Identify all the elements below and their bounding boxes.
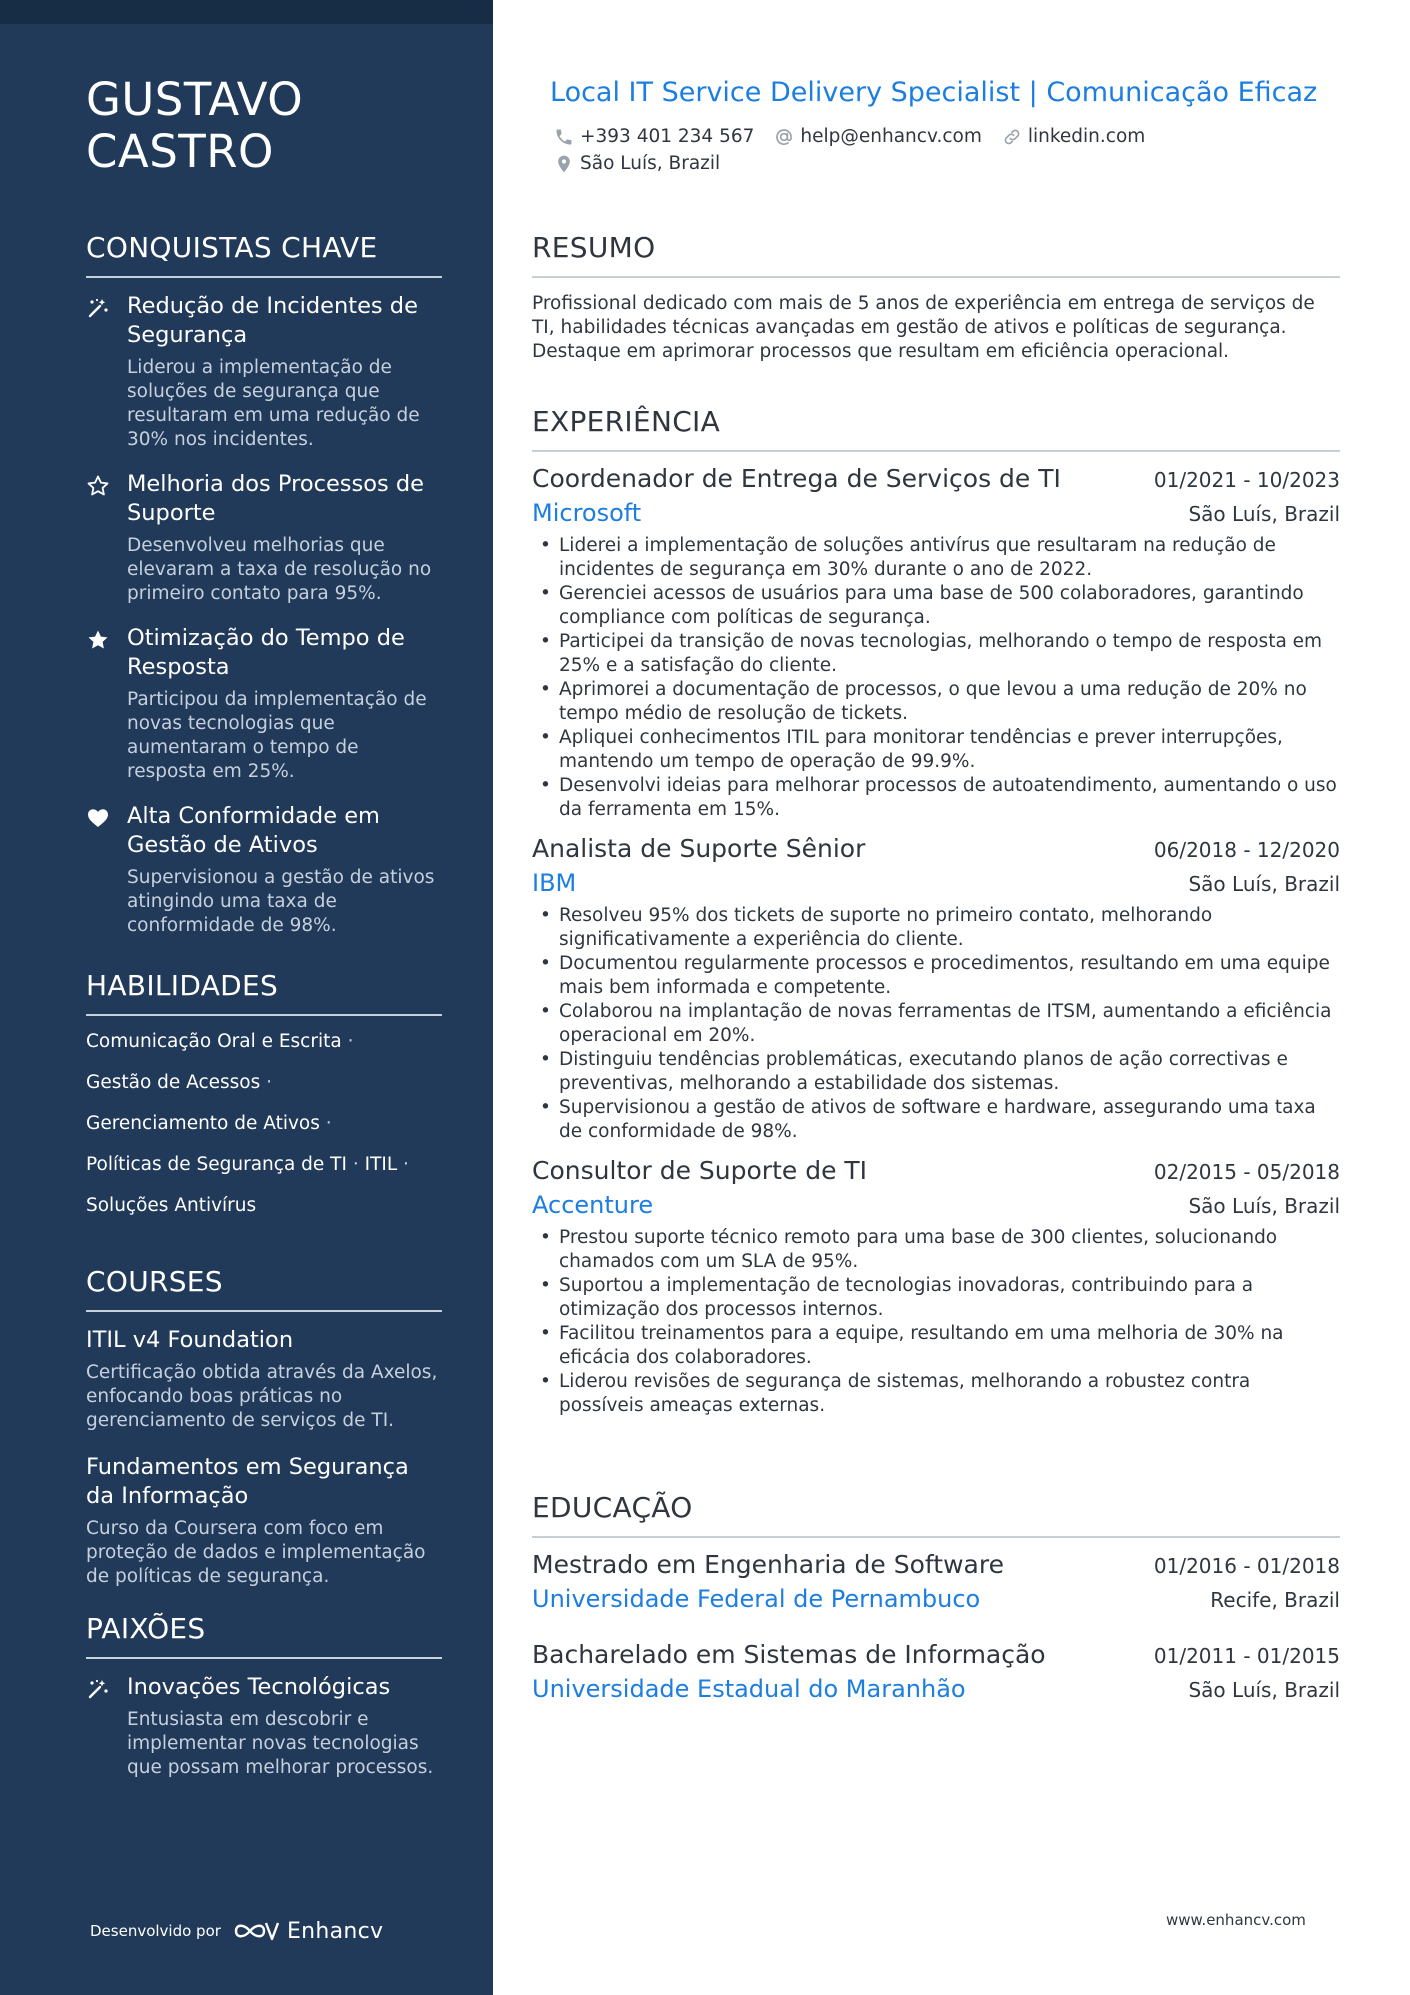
education-entry <box>532 1548 1340 1616</box>
star-outline-icon <box>86 474 110 498</box>
company-name: Accenture <box>532 1191 654 1219</box>
job-location: São Luís, Brazil <box>1188 502 1340 526</box>
job-bullets <box>532 534 1340 822</box>
education-location: São Luís, Brazil <box>1188 1678 1340 1702</box>
education-dates: 01/2011 - 01/2015 <box>1153 1644 1340 1668</box>
job-header-row <box>532 1154 1340 1188</box>
magic-wand-icon <box>86 1677 110 1701</box>
contact-phone <box>554 126 754 147</box>
achievement-item <box>86 802 442 938</box>
job-title: Consultor de Suporte de TI <box>532 1156 868 1185</box>
linkedin-text: linkedin.com <box>1027 126 1146 147</box>
skill-line <box>86 1071 442 1095</box>
education-location: Recife, Brazil <box>1210 1588 1340 1612</box>
phone-text: +393 401 234 567 <box>580 126 755 147</box>
link-icon <box>1002 127 1022 147</box>
job-company-row <box>532 866 1340 900</box>
skill-separator: · <box>266 1072 273 1093</box>
job-dates: 01/2021 - 10/2023 <box>1153 468 1340 492</box>
bullet-item: • Documentou regularmente processos e procedimentos, resultando em uma equipe mais bem informada e competente. <box>532 952 1340 1000</box>
job-location: São Luís, Brazil <box>1188 1194 1340 1218</box>
courses-title: COURSES <box>86 1264 442 1312</box>
achievement-description: Participou da implementação de novas tecnologias que aumentaram o tempo de resposta em 25%. <box>127 689 427 782</box>
skill-separator: · <box>347 1031 354 1052</box>
achievement-item <box>86 292 442 452</box>
education-dates: 01/2016 - 01/2018 <box>1153 1554 1340 1578</box>
job-company-row <box>532 496 1340 530</box>
achievements-title: CONQUISTAS CHAVE <box>86 230 442 278</box>
education-header-row <box>532 1548 1340 1582</box>
job-location: São Luís, Brazil <box>1188 872 1340 896</box>
skills-title: HABILIDADES <box>86 968 442 1016</box>
enhancv-logo-icon <box>233 1918 279 1944</box>
sidebar-top-bar <box>0 0 493 24</box>
contact-row-2 <box>554 153 740 174</box>
location-pin-icon <box>554 154 574 174</box>
degree-title: Mestrado em Engenharia de Software <box>532 1550 1004 1579</box>
company-name: Microsoft <box>532 499 642 527</box>
education-entry <box>532 1638 1340 1706</box>
location-text: São Luís, Brazil <box>580 153 721 174</box>
achievement-description: Liderou a implementação de soluções de segurança que resultaram em uma redução de 30% nos incidentes. <box>127 357 420 450</box>
course-title: ITIL v4 Foundation <box>86 1327 294 1353</box>
course-description: Certificação obtida através da Axelos, enfocando boas práticas no gerenciamento de serviços de TI. <box>86 1362 438 1431</box>
contact-email[interactable] <box>774 126 981 147</box>
bullet-item: • Participei da transição de novas tecnologias, melhorando o tempo de resposta em 25% e a satisfação do cliente. <box>532 630 1340 678</box>
course-item <box>86 1326 442 1433</box>
heart-icon <box>86 806 110 830</box>
contact-linkedin[interactable] <box>1002 126 1145 147</box>
job-header-row <box>532 462 1340 496</box>
passions-title: PAIXÕES <box>86 1611 442 1659</box>
bullet-item: • Resolveu 95% dos tickets de suporte no primeiro contato, melhorando significativamente a experiência do cliente. <box>532 904 1340 952</box>
education-school-row <box>532 1582 1340 1616</box>
summary-section <box>532 230 1340 364</box>
skill-line <box>86 1194 442 1218</box>
achievement-title: Redução de Incidentes de Segurança <box>127 293 418 348</box>
experience-section <box>532 404 1340 1418</box>
school-name: Universidade Federal de Pernambuco <box>532 1585 981 1613</box>
skill-item: Soluções Antivírus <box>86 1195 257 1216</box>
skill-item: Políticas de Segurança de TI <box>86 1154 347 1175</box>
bullet-item: • Liderou revisões de segurança de sistemas, melhorando a robustez contra possíveis ameaças externas. <box>532 1370 1340 1418</box>
job-entry <box>532 462 1340 822</box>
star-filled-icon <box>86 628 110 652</box>
achievement-title: Otimização do Tempo de Resposta <box>127 625 405 680</box>
headline: Local IT Service Delivery Specialist | Comunicação Eficaz <box>550 77 1318 108</box>
contact-row-1 <box>554 126 1165 147</box>
passion-description: Entusiasta em descobrir e implementar novas tecnologias que possam melhorar processos. <box>127 1709 434 1778</box>
bullet-item: • Desenvolvi ideias para melhorar processos de autoatendimento, aumentando o uso da ferramenta em 15%. <box>532 774 1340 822</box>
skill-item: Comunicação Oral e Escrita <box>86 1031 342 1052</box>
sidebar-content <box>86 74 442 1798</box>
education-title: EDUCAÇÃO <box>532 1490 1340 1538</box>
skills-section <box>86 968 442 1218</box>
course-item <box>86 1453 442 1589</box>
footer-website[interactable]: www.enhancv.com <box>1166 1911 1306 1929</box>
passion-title: Inovações Tecnológicas <box>127 1674 391 1700</box>
job-bullets <box>532 904 1340 1144</box>
footer-by-label: Desenvolvido por <box>90 1922 221 1940</box>
achievement-title: Melhoria dos Processos de Suporte <box>127 471 425 526</box>
bullet-item: • Gerenciei acessos de usuários para uma base de 500 colaboradores, garantindo compliance com políticas de segurança. <box>532 582 1340 630</box>
at-sign-icon <box>774 127 794 147</box>
passions-section <box>86 1611 442 1780</box>
skill-item: ITIL <box>364 1154 398 1175</box>
email-text: help@enhancv.com <box>800 126 982 147</box>
magic-wand-icon <box>86 296 110 320</box>
bullet-item: • Supervisionou a gestão de ativos de software e hardware, assegurando uma taxa de conformidade de 98%. <box>532 1096 1340 1144</box>
name-line-1: GUSTAVO <box>86 73 304 126</box>
achievement-description: Desenvolveu melhorias que elevaram a taxa de resolução no primeiro contato para 95%. <box>127 535 432 604</box>
summary-text: Profissional dedicado com mais de 5 anos de experiência em entrega de serviços de TI, habilidades técnicas avançadas em gestão de ativos e políticas de segurança. Destaque em aprimorar processos que resultam em eficiência operacional. <box>532 293 1315 362</box>
bullet-item: • Apliquei conhecimentos ITIL para monitorar tendências e prever interrupções, mantendo um tempo de operação de 99.9%. <box>532 726 1340 774</box>
education-header-row <box>532 1638 1340 1672</box>
summary-title: RESUMO <box>532 230 1340 278</box>
bullet-item: • Aprimorei a documentação de processos, o que levou a uma redução de 20% no tempo médio de resolução de tickets. <box>532 678 1340 726</box>
bullet-item: • Suportou a implementação de tecnologias inovadoras, contribuindo para a otimização dos processos internos. <box>532 1274 1340 1322</box>
achievements-section <box>86 230 442 938</box>
bullet-item: • Prestou suporte técnico remoto para uma base de 300 clientes, solucionando chamados com um SLA de 95%. <box>532 1226 1340 1274</box>
phone-icon <box>554 127 574 147</box>
experience-title: EXPERIÊNCIA <box>532 404 1340 452</box>
job-dates: 06/2018 - 12/2020 <box>1153 838 1340 862</box>
skill-separator: · <box>325 1113 332 1134</box>
job-entry <box>532 832 1340 1144</box>
achievement-item <box>86 624 442 784</box>
footer-brand: Enhancv <box>286 1918 384 1944</box>
skill-line <box>86 1030 442 1054</box>
school-name: Universidade Estadual do Maranhão <box>532 1675 966 1703</box>
contact-location <box>554 153 720 174</box>
name-line-2: CASTRO <box>86 125 274 178</box>
bullet-item: • Liderei a implementação de soluções antivírus que resultaram na redução de incidentes de segurança em 30% durante o ano de 2022. <box>532 534 1340 582</box>
course-title: Fundamentos em Segurança da Informação <box>86 1454 409 1509</box>
skill-separator: · <box>403 1154 409 1175</box>
candidate-name <box>86 74 442 178</box>
footer-credit <box>90 1918 383 1944</box>
bullet-item: • Colaborou na implantação de novas ferramentas de ITSM, aumentando a eficiência operacional em 20%. <box>532 1000 1340 1048</box>
job-title: Analista de Suporte Sênior <box>532 834 866 863</box>
job-header-row <box>532 832 1340 866</box>
job-dates: 02/2015 - 05/2018 <box>1153 1160 1340 1184</box>
bullet-item: • Distinguiu tendências problemáticas, executando planos de ação correctivas e preventivas, melhorando a estabilidade dos sistemas. <box>532 1048 1340 1096</box>
skill-separator: · <box>352 1154 359 1175</box>
education-school-row <box>532 1672 1340 1706</box>
company-name: IBM <box>532 869 577 897</box>
course-description: Curso da Coursera com foco em proteção de dados e implementação de políticas de segurança. <box>86 1518 426 1587</box>
degree-title: Bacharelado em Sistemas de Informação <box>532 1640 1046 1669</box>
achievement-description: Supervisionou a gestão de ativos atingindo uma taxa de conformidade de 98%. <box>127 867 435 936</box>
skill-line <box>86 1153 442 1177</box>
sidebar <box>0 0 493 1995</box>
skill-line <box>86 1112 442 1136</box>
bullet-item: • Facilitou treinamentos para a equipe, resultando em uma melhoria de 30% na eficácia dos colaboradores. <box>532 1322 1340 1370</box>
achievement-item <box>86 470 442 606</box>
education-section <box>532 1490 1340 1706</box>
job-bullets <box>532 1226 1340 1418</box>
skill-item: Gestão de Acessos <box>86 1072 261 1093</box>
job-entry <box>532 1154 1340 1418</box>
achievement-title: Alta Conformidade em Gestão de Ativos <box>127 803 380 858</box>
skill-item: Gerenciamento de Ativos <box>86 1113 320 1134</box>
job-company-row <box>532 1188 1340 1222</box>
courses-section <box>86 1264 442 1589</box>
passion-item <box>86 1673 442 1780</box>
job-title: Coordenador de Entrega de Serviços de TI <box>532 464 1061 493</box>
